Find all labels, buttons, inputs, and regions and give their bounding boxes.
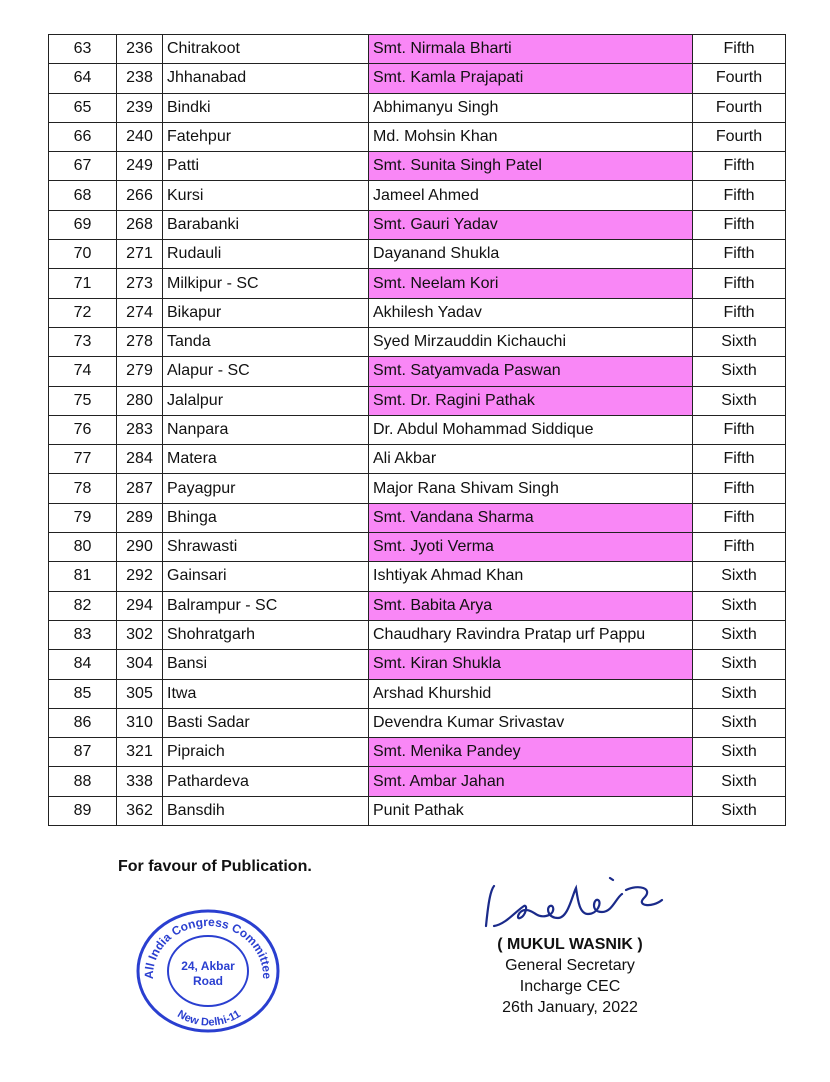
party-seal	[133, 908, 283, 1034]
ac-number-cell: 240	[117, 122, 163, 151]
seal-center-line1: 24, Akbar	[181, 959, 235, 973]
serial-number-cell: 68	[49, 181, 117, 210]
candidate-name-cell: Ali Akbar	[369, 445, 693, 474]
ac-number-cell: 274	[117, 298, 163, 327]
serial-number-cell: 65	[49, 93, 117, 122]
serial-number-cell: 84	[49, 650, 117, 679]
signatory-role: Incharge CEC	[519, 978, 621, 995]
table-row	[49, 708, 786, 737]
ac-number-cell: 362	[117, 796, 163, 825]
ac-number-cell: 236	[117, 35, 163, 64]
seal-center-line2: Road	[193, 974, 223, 988]
constituency-cell: Shohratgarh	[163, 620, 369, 649]
candidate-name-cell: Abhimanyu Singh	[369, 93, 693, 122]
constituency-cell: Bansdih	[163, 796, 369, 825]
candidate-name-cell: Smt. Kamla Prajapati	[369, 64, 693, 93]
table-row	[49, 679, 786, 708]
phase-cell: Fourth	[693, 93, 786, 122]
serial-number-cell: 81	[49, 562, 117, 591]
ac-number-cell: 278	[117, 327, 163, 356]
candidate-name-cell: Smt. Vandana Sharma	[369, 503, 693, 532]
candidate-name-cell: Smt. Satyamvada Paswan	[369, 357, 693, 386]
phase-cell: Sixth	[693, 767, 786, 796]
candidate-name-cell: Dayanand Shukla	[369, 240, 693, 269]
ac-number-cell: 266	[117, 181, 163, 210]
constituency-cell: Bikapur	[163, 298, 369, 327]
constituency-cell: Patti	[163, 152, 369, 181]
ac-number-cell: 292	[117, 562, 163, 591]
constituency-cell: Nanpara	[163, 415, 369, 444]
table-row	[49, 152, 786, 181]
table-row	[49, 562, 786, 591]
candidate-name-cell: Smt. Gauri Yadav	[369, 210, 693, 239]
svg-text:New Delhi-11	[175, 1008, 242, 1029]
candidate-name-cell: Smt. Ambar Jahan	[369, 767, 693, 796]
table-row	[49, 35, 786, 64]
constituency-cell: Itwa	[163, 679, 369, 708]
candidate-name-cell: Smt. Neelam Kori	[369, 269, 693, 298]
candidate-name-cell: Dr. Abdul Mohammad Siddique	[369, 415, 693, 444]
constituency-cell: Bhinga	[163, 503, 369, 532]
phase-cell: Fifth	[693, 240, 786, 269]
table-row	[49, 181, 786, 210]
constituency-cell: Gainsari	[163, 562, 369, 591]
ac-number-cell: 249	[117, 152, 163, 181]
phase-cell: Sixth	[693, 620, 786, 649]
ac-number-cell: 287	[117, 474, 163, 503]
phase-cell: Fourth	[693, 64, 786, 93]
serial-number-cell: 86	[49, 708, 117, 737]
ac-number-cell: 305	[117, 679, 163, 708]
phase-cell: Sixth	[693, 650, 786, 679]
serial-number-cell: 63	[49, 35, 117, 64]
phase-cell: Fifth	[693, 533, 786, 562]
constituency-cell: Balrampur - SC	[163, 591, 369, 620]
constituency-cell: Jhhanabad	[163, 64, 369, 93]
table-row	[49, 474, 786, 503]
table-row	[49, 357, 786, 386]
table-row	[49, 591, 786, 620]
phase-cell: Sixth	[693, 796, 786, 825]
phase-cell: Fifth	[693, 35, 786, 64]
phase-cell: Sixth	[693, 327, 786, 356]
constituency-cell: Pathardeva	[163, 767, 369, 796]
constituency-cell: Matera	[163, 445, 369, 474]
constituency-cell: Bansi	[163, 650, 369, 679]
constituency-cell: Chitrakoot	[163, 35, 369, 64]
ac-number-cell: 283	[117, 415, 163, 444]
ac-number-cell: 289	[117, 503, 163, 532]
table-row	[49, 533, 786, 562]
candidate-name-cell: Ishtiyak Ahmad Khan	[369, 562, 693, 591]
constituency-cell: Payagpur	[163, 474, 369, 503]
candidate-name-cell: Smt. Jyoti Verma	[369, 533, 693, 562]
table-row	[49, 93, 786, 122]
phase-cell: Sixth	[693, 591, 786, 620]
constituency-cell: Tanda	[163, 327, 369, 356]
serial-number-cell: 73	[49, 327, 117, 356]
signatory-title: General Secretary	[505, 957, 635, 974]
phase-cell: Fifth	[693, 415, 786, 444]
constituency-cell: Pipraich	[163, 738, 369, 767]
seal-bottom-text: New Delhi-11	[175, 1008, 243, 1029]
constituency-cell: Alapur - SC	[163, 357, 369, 386]
serial-number-cell: 66	[49, 122, 117, 151]
ac-number-cell: 310	[117, 708, 163, 737]
serial-number-cell: 76	[49, 415, 117, 444]
ac-number-cell: 321	[117, 738, 163, 767]
phase-cell: Sixth	[693, 708, 786, 737]
signature-block	[470, 934, 670, 1018]
table-row	[49, 445, 786, 474]
candidate-name-cell: Md. Mohsin Khan	[369, 122, 693, 151]
phase-cell: Fifth	[693, 210, 786, 239]
serial-number-cell: 77	[49, 445, 117, 474]
serial-number-cell: 69	[49, 210, 117, 239]
ac-number-cell: 280	[117, 386, 163, 415]
table-row	[49, 298, 786, 327]
table-row	[49, 415, 786, 444]
table-row	[49, 620, 786, 649]
serial-number-cell: 75	[49, 386, 117, 415]
table-row	[49, 650, 786, 679]
publication-note: For favour of Publication.	[118, 858, 312, 875]
phase-cell: Fifth	[693, 152, 786, 181]
serial-number-cell: 87	[49, 738, 117, 767]
handwritten-signature	[476, 866, 676, 936]
candidate-name-cell: Arshad Khurshid	[369, 679, 693, 708]
candidate-name-cell: Smt. Dr. Ragini Pathak	[369, 386, 693, 415]
table-row	[49, 327, 786, 356]
candidate-name-cell: Chaudhary Ravindra Pratap urf Pappu	[369, 620, 693, 649]
candidate-name-cell: Smt. Nirmala Bharti	[369, 35, 693, 64]
candidate-name-cell: Syed Mirzauddin Kichauchi	[369, 327, 693, 356]
constituency-cell: Rudauli	[163, 240, 369, 269]
serial-number-cell: 88	[49, 767, 117, 796]
table-row	[49, 796, 786, 825]
serial-number-cell: 67	[49, 152, 117, 181]
constituency-cell: Basti Sadar	[163, 708, 369, 737]
constituency-cell: Fatehpur	[163, 122, 369, 151]
candidate-name-cell: Major Rana Shivam Singh	[369, 474, 693, 503]
phase-cell: Sixth	[693, 738, 786, 767]
table-row	[49, 386, 786, 415]
signatory-name: ( MUKUL WASNIK )	[497, 936, 643, 953]
serial-number-cell: 85	[49, 679, 117, 708]
phase-cell: Fifth	[693, 181, 786, 210]
ac-number-cell: 239	[117, 93, 163, 122]
serial-number-cell: 64	[49, 64, 117, 93]
candidate-table	[48, 34, 786, 826]
serial-number-cell: 82	[49, 591, 117, 620]
serial-number-cell: 79	[49, 503, 117, 532]
phase-cell: Sixth	[693, 679, 786, 708]
constituency-cell: Bindki	[163, 93, 369, 122]
phase-cell: Fifth	[693, 298, 786, 327]
serial-number-cell: 89	[49, 796, 117, 825]
phase-cell: Fourth	[693, 122, 786, 151]
ac-number-cell: 238	[117, 64, 163, 93]
candidate-name-cell: Smt. Kiran Shukla	[369, 650, 693, 679]
candidate-name-cell: Smt. Babita Arya	[369, 591, 693, 620]
ac-number-cell: 290	[117, 533, 163, 562]
serial-number-cell: 70	[49, 240, 117, 269]
constituency-cell: Shrawasti	[163, 533, 369, 562]
phase-cell: Fifth	[693, 445, 786, 474]
serial-number-cell: 71	[49, 269, 117, 298]
table-row	[49, 269, 786, 298]
ac-number-cell: 284	[117, 445, 163, 474]
ac-number-cell: 271	[117, 240, 163, 269]
candidate-name-cell: Devendra Kumar Srivastav	[369, 708, 693, 737]
constituency-cell: Milkipur - SC	[163, 269, 369, 298]
ac-number-cell: 304	[117, 650, 163, 679]
constituency-cell: Jalalpur	[163, 386, 369, 415]
table-row	[49, 738, 786, 767]
ac-number-cell: 273	[117, 269, 163, 298]
candidate-name-cell: Akhilesh Yadav	[369, 298, 693, 327]
candidate-name-cell: Smt. Sunita Singh Patel	[369, 152, 693, 181]
table-row	[49, 210, 786, 239]
serial-number-cell: 78	[49, 474, 117, 503]
phase-cell: Fifth	[693, 474, 786, 503]
table-row	[49, 240, 786, 269]
constituency-cell: Barabanki	[163, 210, 369, 239]
ac-number-cell: 294	[117, 591, 163, 620]
phase-cell: Sixth	[693, 386, 786, 415]
ac-number-cell: 279	[117, 357, 163, 386]
candidate-name-cell: Smt. Menika Pandey	[369, 738, 693, 767]
candidate-name-cell: Jameel Ahmed	[369, 181, 693, 210]
serial-number-cell: 72	[49, 298, 117, 327]
seal-ring-text: All India Congress Committee	[141, 914, 275, 980]
ac-number-cell: 268	[117, 210, 163, 239]
serial-number-cell: 74	[49, 357, 117, 386]
table-row	[49, 122, 786, 151]
table-row	[49, 64, 786, 93]
signature-date: 26th January, 2022	[502, 999, 638, 1016]
phase-cell: Sixth	[693, 357, 786, 386]
serial-number-cell: 83	[49, 620, 117, 649]
phase-cell: Sixth	[693, 562, 786, 591]
phase-cell: Fifth	[693, 503, 786, 532]
ac-number-cell: 302	[117, 620, 163, 649]
phase-cell: Fifth	[693, 269, 786, 298]
ac-number-cell: 338	[117, 767, 163, 796]
constituency-cell: Kursi	[163, 181, 369, 210]
table-row	[49, 503, 786, 532]
serial-number-cell: 80	[49, 533, 117, 562]
candidate-name-cell: Punit Pathak	[369, 796, 693, 825]
table-row	[49, 767, 786, 796]
